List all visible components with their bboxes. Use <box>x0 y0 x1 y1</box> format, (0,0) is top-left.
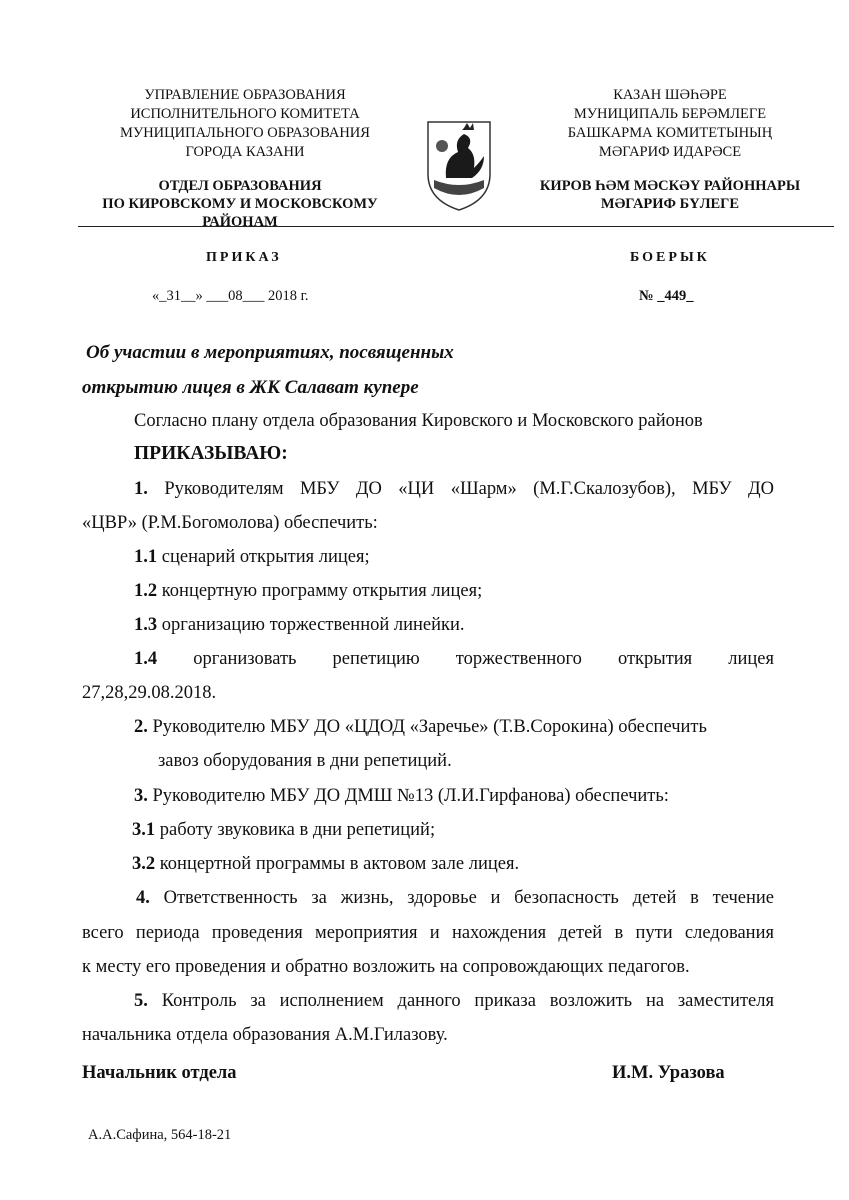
item-1-1: 1.1 сценарий открытия лицея; <box>134 547 370 567</box>
order-title-tt: БОЕРЫК <box>630 250 710 265</box>
item-3-1: 3.1 работу звуковика в дни репетиций; <box>132 820 436 840</box>
item-1-4-line2: 27,28,29.08.2018. <box>82 683 217 703</box>
item-1-3: 1.3 организацию торжественной линейки. <box>134 615 465 635</box>
signature-position: Начальник отдела <box>82 1063 237 1083</box>
order-date: «_31__» ___08___ 2018 г. <box>152 288 309 304</box>
item-1-line2: «ЦВР» (Р.М.Богомолова) обеспечить: <box>82 513 378 533</box>
dept-name-ru: ОТДЕЛ ОБРАЗОВАНИЯ ПО КИРОВСКОМУ И МОСКОВСКОМУ РАЙОНАМ <box>102 178 378 230</box>
decree-heading: ПРИКАЗЫВАЮ: <box>134 443 288 464</box>
kazan-coat-of-arms-icon <box>424 118 494 212</box>
item-3: 3. Руководителю МБУ ДО ДМШ №13 (Л.И.Гирфанова) обеспечить: <box>134 786 669 806</box>
item-2-line2: завоз оборудования в дни репетиций. <box>158 751 452 771</box>
order-title-ru: ПРИКАЗ <box>206 250 282 265</box>
item-4-line1: 4. Ответственность за жизнь, здоровье и безопасность детей в течение <box>136 888 774 908</box>
order-number: № _449_ <box>639 288 694 304</box>
item-5-line2: начальника отдела образования А.М.Гилазову. <box>82 1025 448 1045</box>
signature-name: И.М. Уразова <box>612 1063 725 1083</box>
order-subject-line1: Об участии в мероприятиях, посвященных <box>86 342 454 363</box>
item-4-line2: всего периода проведения мероприятия и нахождения детей в пути следования <box>82 923 774 943</box>
item-1-line1: 1. Руководителям МБУ ДО «ЦИ «Шарм» (М.Г.Скалозубов), МБУ ДО <box>134 479 775 499</box>
item-1-4-line1: 1.4 организовать репетицию торжественного открытия лицея <box>134 649 775 669</box>
order-subject-line2: открытию лицея в ЖК Салават купере <box>82 377 419 398</box>
dept-name-tt: КИРОВ ҺӘМ МӘСКӘҮ РАЙОННАРЫ МӘГАРИФ БҮЛЕГЕ <box>539 178 801 212</box>
intro-text: Согласно плану отдела образования Кировского и Московского районов <box>134 411 703 431</box>
executor-contact: А.А.Сафина, 564-18-21 <box>88 1127 232 1143</box>
item-1-2: 1.2 концертную программу открытия лицея; <box>134 581 483 601</box>
item-5-line1: 5. Контроль за исполнением данного приказа возложить на заместителя <box>134 991 774 1011</box>
org-name-tt: КАЗАН ШӘҺӘРЕ МУНИЦИПАЛЬ БЕРӘМЛЕГЕ БАШКАРМА КОМИТЕТЫНЫҢ МӘГАРИФ ИДАРӘСЕ <box>567 87 773 160</box>
header-divider <box>78 226 834 227</box>
item-3-2: 3.2 концертной программы в актовом зале лицея. <box>132 854 520 874</box>
item-4-line3: к месту его проведения и обратно возложить на сопровождающих педагогов. <box>82 957 690 977</box>
org-name-ru: УПРАВЛЕНИЕ ОБРАЗОВАНИЯ ИСПОЛНИТЕЛЬНОГО КОМИТЕТА МУНИЦИПАЛЬНОГО ОБРАЗОВАНИЯ ГОРОДА КАЗАНИ <box>120 87 370 160</box>
item-2-line1: 2. Руководителю МБУ ДО «ЦДОД «Заречье» (Т.В.Сорокина) обеспечить <box>134 717 707 737</box>
